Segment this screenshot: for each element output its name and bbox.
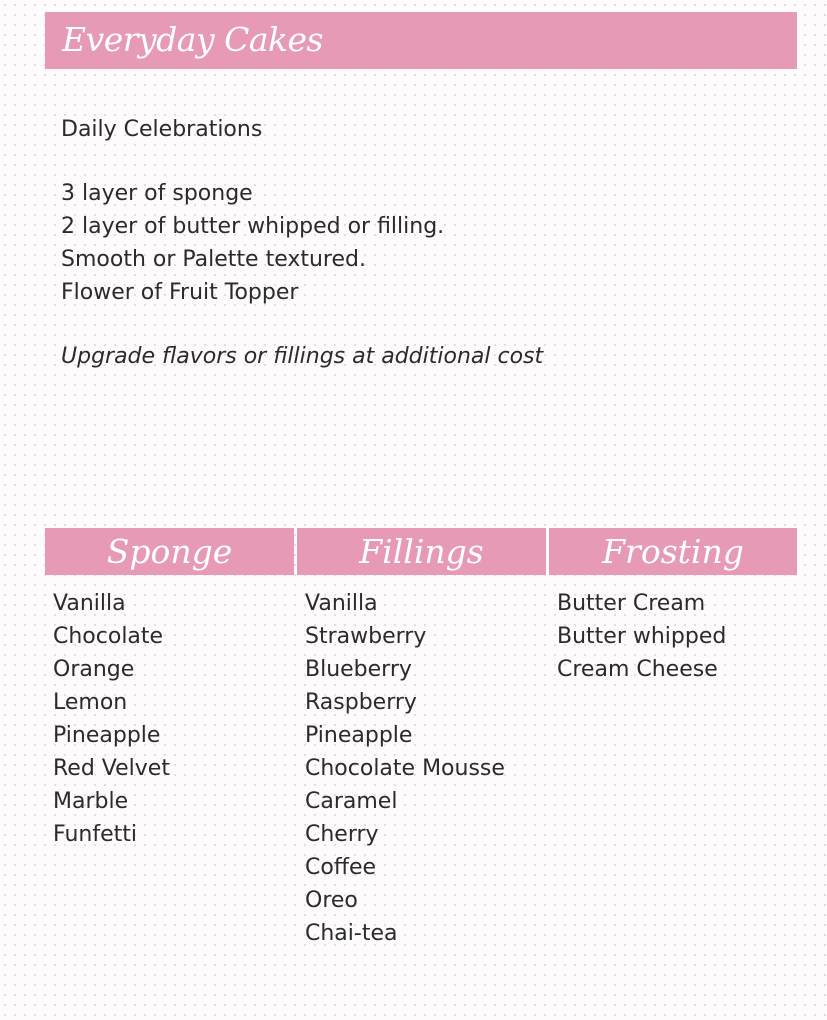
list-item: Oreo: [305, 888, 358, 913]
fillings-list: [305, 587, 505, 950]
list-item: Chocolate: [53, 624, 164, 649]
intro-detail: Flower of Fruit Topper: [61, 280, 299, 305]
list-item: Cherry: [305, 822, 379, 847]
sponge-list: [53, 587, 170, 851]
intro-detail: 2 layer of butter whipped or filling.: [61, 214, 445, 239]
list-item: Pineapple: [305, 723, 413, 748]
intro-section: [61, 113, 761, 373]
list-item: Orange: [53, 657, 135, 682]
intro-detail: 3 layer of sponge: [61, 181, 253, 206]
list-item: Butter whipped: [557, 624, 727, 649]
column-header-sponge: Sponge: [45, 528, 294, 575]
intro-detail: Smooth or Palette textured.: [61, 247, 366, 272]
frosting-list: [557, 587, 726, 686]
list-item: Blueberry: [305, 657, 412, 682]
list-item: Lemon: [53, 690, 128, 715]
list-item: Pineapple: [53, 723, 161, 748]
list-item: Funfetti: [53, 822, 137, 847]
title-banner: [45, 12, 797, 69]
list-item: Red Velvet: [53, 756, 170, 781]
list-item: Caramel: [305, 789, 398, 814]
column-header-fillings: Fillings: [297, 528, 546, 575]
list-item: Chai-tea: [305, 921, 398, 946]
list-item: Raspberry: [305, 690, 417, 715]
intro-subtitle: Daily Celebrations: [61, 117, 263, 142]
list-item: Butter Cream: [557, 591, 706, 616]
list-item: Coffee: [305, 855, 377, 880]
list-item: Vanilla: [53, 591, 126, 616]
list-item: Vanilla: [305, 591, 378, 616]
list-item: Marble: [53, 789, 129, 814]
list-item: Strawberry: [305, 624, 427, 649]
page-title: Everyday Cakes: [62, 20, 323, 59]
list-item: Chocolate Mousse: [305, 756, 505, 781]
column-header-frosting: Frosting: [549, 528, 797, 575]
upgrade-note: Upgrade flavors or fillings at additional cost: [61, 344, 544, 369]
list-item: Cream Cheese: [557, 657, 718, 682]
